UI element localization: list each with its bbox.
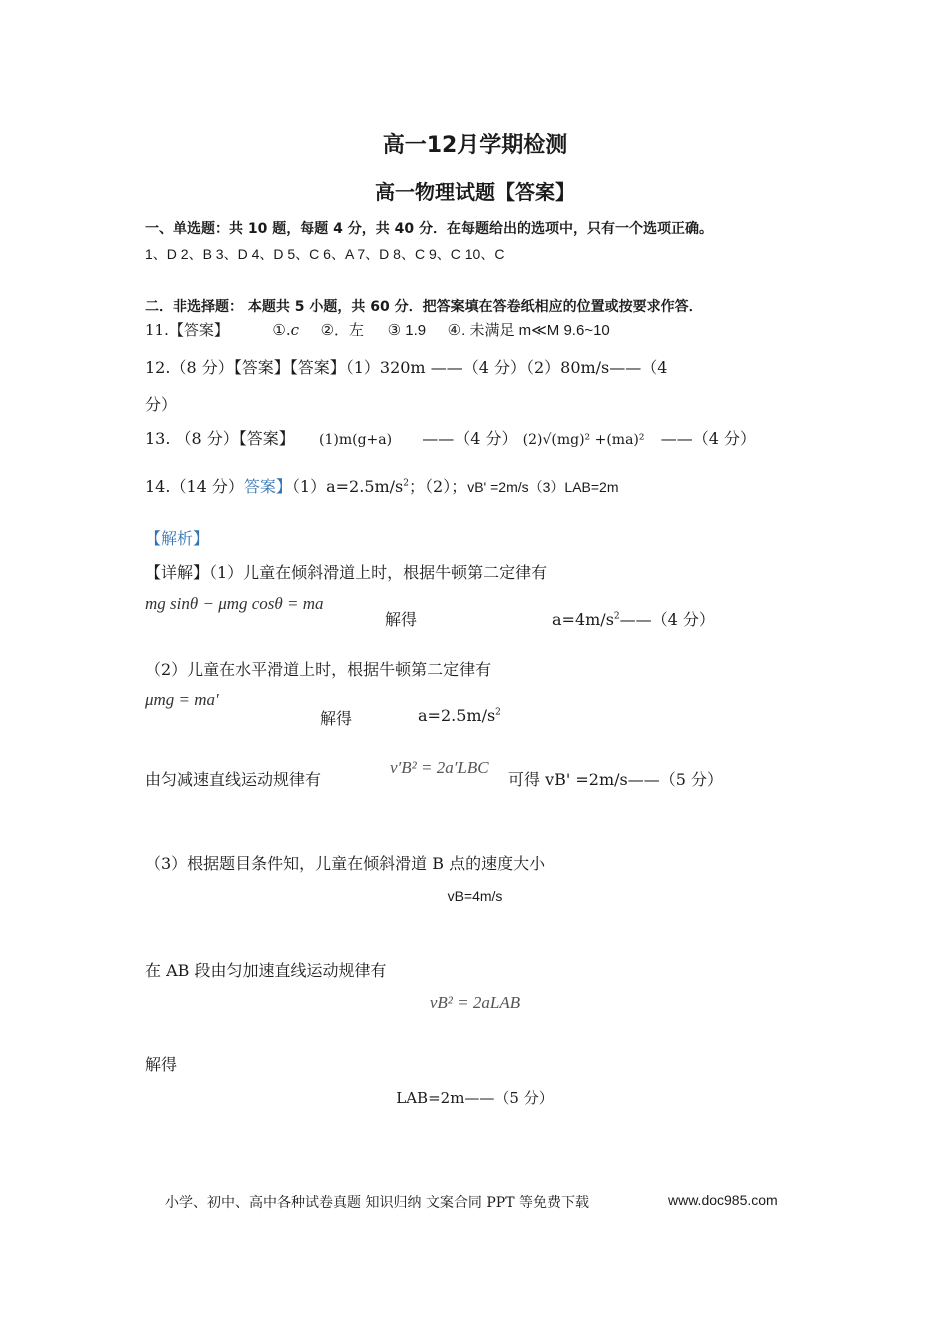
section1-answers: 1、D 2、B 3、D 4、D 5、C 6、A 7、D 8、C 9、C 10、C [145, 246, 505, 262]
page-subtitle: 高一物理试题【答案】 [375, 180, 575, 204]
solve1-label: 解得 [385, 610, 418, 629]
section1-heading: 一、单选题：共 10 题，每题 4 分，共 40 分．在每题给出的选项中，只有一个选项正确。 [145, 221, 713, 237]
analysis-heading: 【解析】 [145, 529, 210, 548]
q11-a3: ③ 1.9 [387, 322, 427, 339]
q13-prefix: 13. （8 分）【答案】 [145, 429, 295, 448]
ab-text: 在 AB 段由匀加速直线运动规律有 [145, 961, 387, 980]
rule-text: 由匀减速直线运动规律有 [145, 770, 322, 789]
section2-heading: 二．非选择题： 本题共 5 小题，共 60 分．把答案填在答卷纸相应的位置或按要求作答． [145, 299, 703, 315]
solve1-end: ——（4 分） [619, 610, 715, 629]
q13-mid: ——（4 分） [422, 429, 518, 448]
solve4-label: 解得 [145, 1055, 178, 1074]
solve4-result: LAB=2m——（5 分） [396, 1089, 554, 1107]
footer-url[interactable]: www.doc985.com [668, 1192, 778, 1208]
equation-4: vB² = 2aLAB [429, 993, 521, 1012]
q13-end: ——（4 分） [660, 429, 756, 448]
q13-line [145, 426, 756, 449]
solve2-value: a=2.5m/s [418, 706, 496, 725]
solve1-sup: 2 [613, 611, 620, 622]
page-title: 高一12月学期检测 [382, 133, 568, 158]
q14-a1-sup: 2 [403, 478, 410, 489]
equation-1: mg sinθ − μmg cosθ = ma [145, 594, 324, 613]
q14-line [145, 474, 619, 497]
q11-a2: ②．左 [320, 321, 365, 339]
detail-intro: 【详解】（1）儿童在倾斜滑道上时，根据牛顿第二定律有 [145, 563, 548, 582]
q13-a2: (2)√(mg)² +(ma)² [522, 432, 645, 448]
part2-intro: （2）儿童在水平滑道上时，根据牛顿第二定律有 [145, 660, 492, 679]
q11-a4: ④. 未满足 m≪M 9.6~10 [447, 322, 610, 339]
q14-a2: vB' =2m/s（3）LAB=2m [467, 479, 619, 495]
q12-line2: 分） [145, 395, 178, 414]
footer-text: 小学、初中、高中各种试卷真题 知识归纳 文案合同 PPT 等免费下载 [165, 1195, 589, 1211]
solve2-label: 解得 [320, 709, 353, 728]
q11-a1: ①. [272, 321, 291, 339]
vb-value: vB=4m/s [447, 888, 503, 904]
q11-line [145, 319, 610, 340]
q11-label: 11.【答案】 [145, 321, 229, 339]
q14-a1: （1）a=2.5m/s [291, 477, 404, 496]
q14-sep: ；（2）； [409, 477, 468, 496]
result-3: 可得 vB' =2m/s——（5 分） [508, 770, 723, 789]
part3-intro: （3）根据题目条件知，儿童在倾斜滑道 B 点的速度大小 [145, 854, 546, 873]
q14-prefix: 14.（14 分） [145, 477, 244, 496]
equation-2: μmg = ma′ [145, 690, 219, 709]
solve2-result [418, 706, 501, 725]
q12-line1: 12.（8 分）【答案】【答案】（1）320m ——（4 分）（2）80m/s——（4 [145, 358, 668, 377]
q11-a1-value: c [290, 321, 300, 339]
equation-3: v′B² = 2a′LBC [390, 758, 489, 777]
solve2-sup: 2 [495, 707, 501, 718]
solve1-value: a=4m/s [552, 610, 614, 629]
q13-a1: (1)m(g+a) [319, 432, 393, 448]
q14-label: 答案】 [243, 477, 292, 496]
solve1-result [552, 607, 715, 630]
